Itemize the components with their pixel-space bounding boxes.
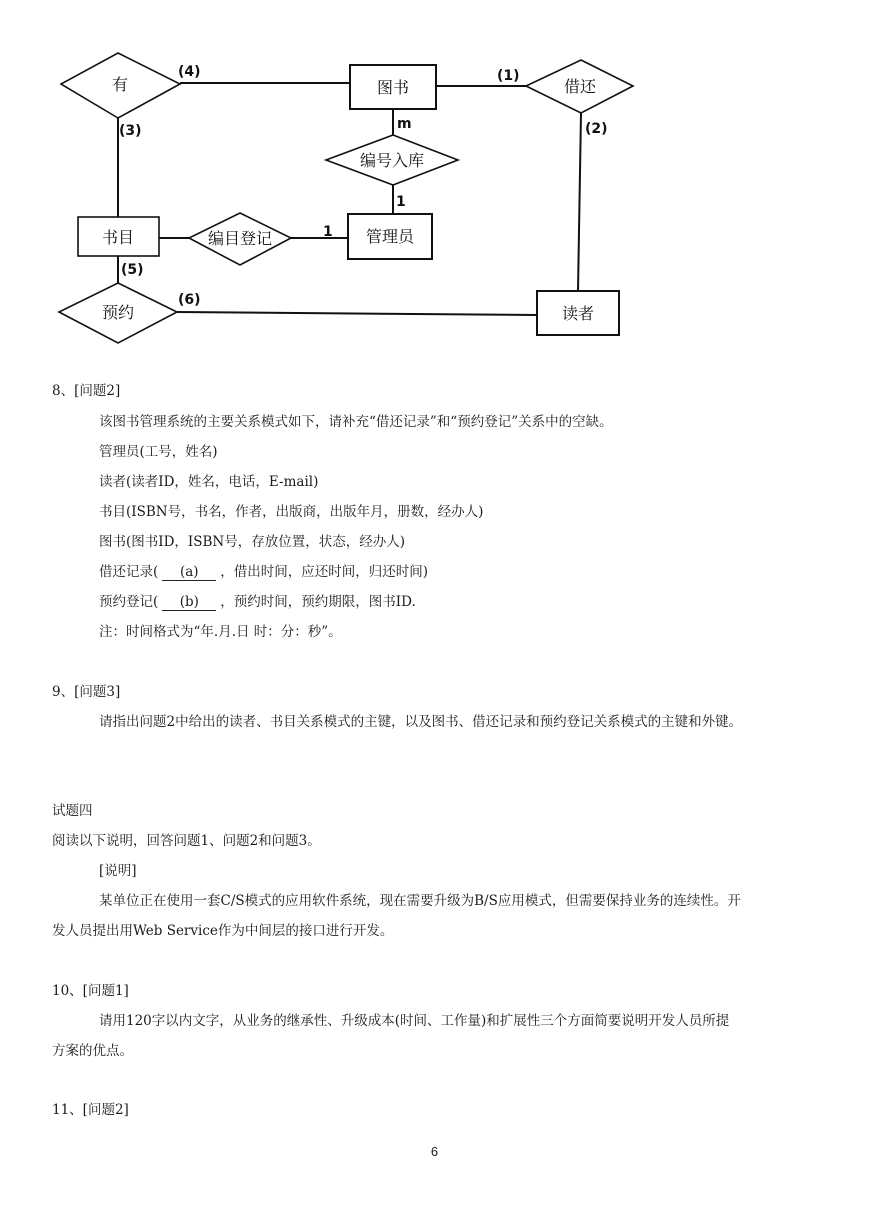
section4-title: 试题四 — [52, 803, 93, 819]
label-reader: 读者 — [561, 304, 595, 323]
reserve-suffix: ，预约时间，预约期限，图书ID. — [220, 594, 416, 610]
q11-heading: 11、[问题2] — [52, 1102, 129, 1118]
card-1: (1) — [497, 68, 520, 84]
blank-a: (a) — [162, 565, 216, 581]
schema-book: 图书(图书ID，ISBN号，存放位置，状态，经办人) — [99, 534, 406, 550]
card-5: (5) — [121, 262, 144, 278]
card-6: (6) — [178, 292, 201, 308]
label-catalog-register: 编目登记 — [207, 229, 273, 248]
section4-instruction: 阅读以下说明，回答问题1、问题2和问题3。 — [52, 833, 321, 849]
q9-body: 请指出问题2中给出的读者、书目关系模式的主键，以及图书、借还记录和预约登记关系模式的主键和外键。 — [99, 714, 743, 730]
section4-label: [说明] — [99, 863, 137, 879]
card-1b: 1 — [323, 224, 333, 240]
q10-body-line1: 请用120字以内文字，从业务的继承性、升级成本(时间、工作量)和扩展性三个方面简要说明开发人员所提 — [99, 1013, 730, 1029]
card-2: (2) — [585, 121, 608, 137]
schema-borrow-record — [99, 563, 428, 581]
label-number-storage: 编号入库 — [359, 151, 425, 170]
schema-admin: 管理员(工号，姓名) — [99, 444, 218, 460]
label-reserve: 预约 — [101, 303, 135, 322]
section4-body-line2: 发人员提出用Web Service作为中间层的接口进行开发。 — [52, 923, 394, 939]
q10-body-line2: 方案的优点。 — [52, 1043, 133, 1059]
card-4: (4) — [178, 64, 201, 80]
schema-reservation — [99, 593, 416, 611]
section4-body-line1: 某单位正在使用一套C/S模式的应用软件系统，现在需要升级为B/S应用模式，但需要保持业务的连续性。开 — [99, 893, 741, 909]
schema-reader: 读者(读者ID，姓名，电话，E-mail) — [99, 474, 319, 490]
schema-catalog: 书目(ISBN号，书名，作者，出版商，出版年月，册数，经办人) — [99, 504, 484, 520]
time-format-note: 注：时间格式为“年.月.日 时：分：秒”。 — [99, 624, 342, 640]
card-1a: 1 — [396, 194, 406, 210]
label-catalog: 书目 — [101, 228, 135, 247]
q9-heading: 9、[问题3] — [52, 684, 121, 700]
q8-heading: 8、[问题2] — [52, 383, 121, 399]
card-3: (3) — [119, 123, 142, 139]
blank-b: (b) — [162, 595, 216, 611]
q8-intro: 该图书管理系统的主要关系模式如下，请补充“借还记录”和“预约登记”关系中的空缺。 — [99, 414, 613, 430]
reserve-prefix: 预约登记( — [99, 594, 159, 610]
label-has: 有 — [111, 75, 129, 94]
borrow-prefix: 借还记录( — [99, 564, 159, 580]
label-borrow-return: 借还 — [563, 77, 597, 96]
label-admin: 管理员 — [365, 227, 415, 246]
q10-heading: 10、[问题1] — [52, 983, 129, 999]
er-diagram — [0, 0, 869, 350]
card-m: m — [397, 116, 412, 132]
borrow-suffix: ，借出时间，应还时间，归还时间) — [220, 564, 429, 580]
page-number: 6 — [430, 1144, 439, 1159]
label-book: 图书 — [376, 78, 410, 97]
